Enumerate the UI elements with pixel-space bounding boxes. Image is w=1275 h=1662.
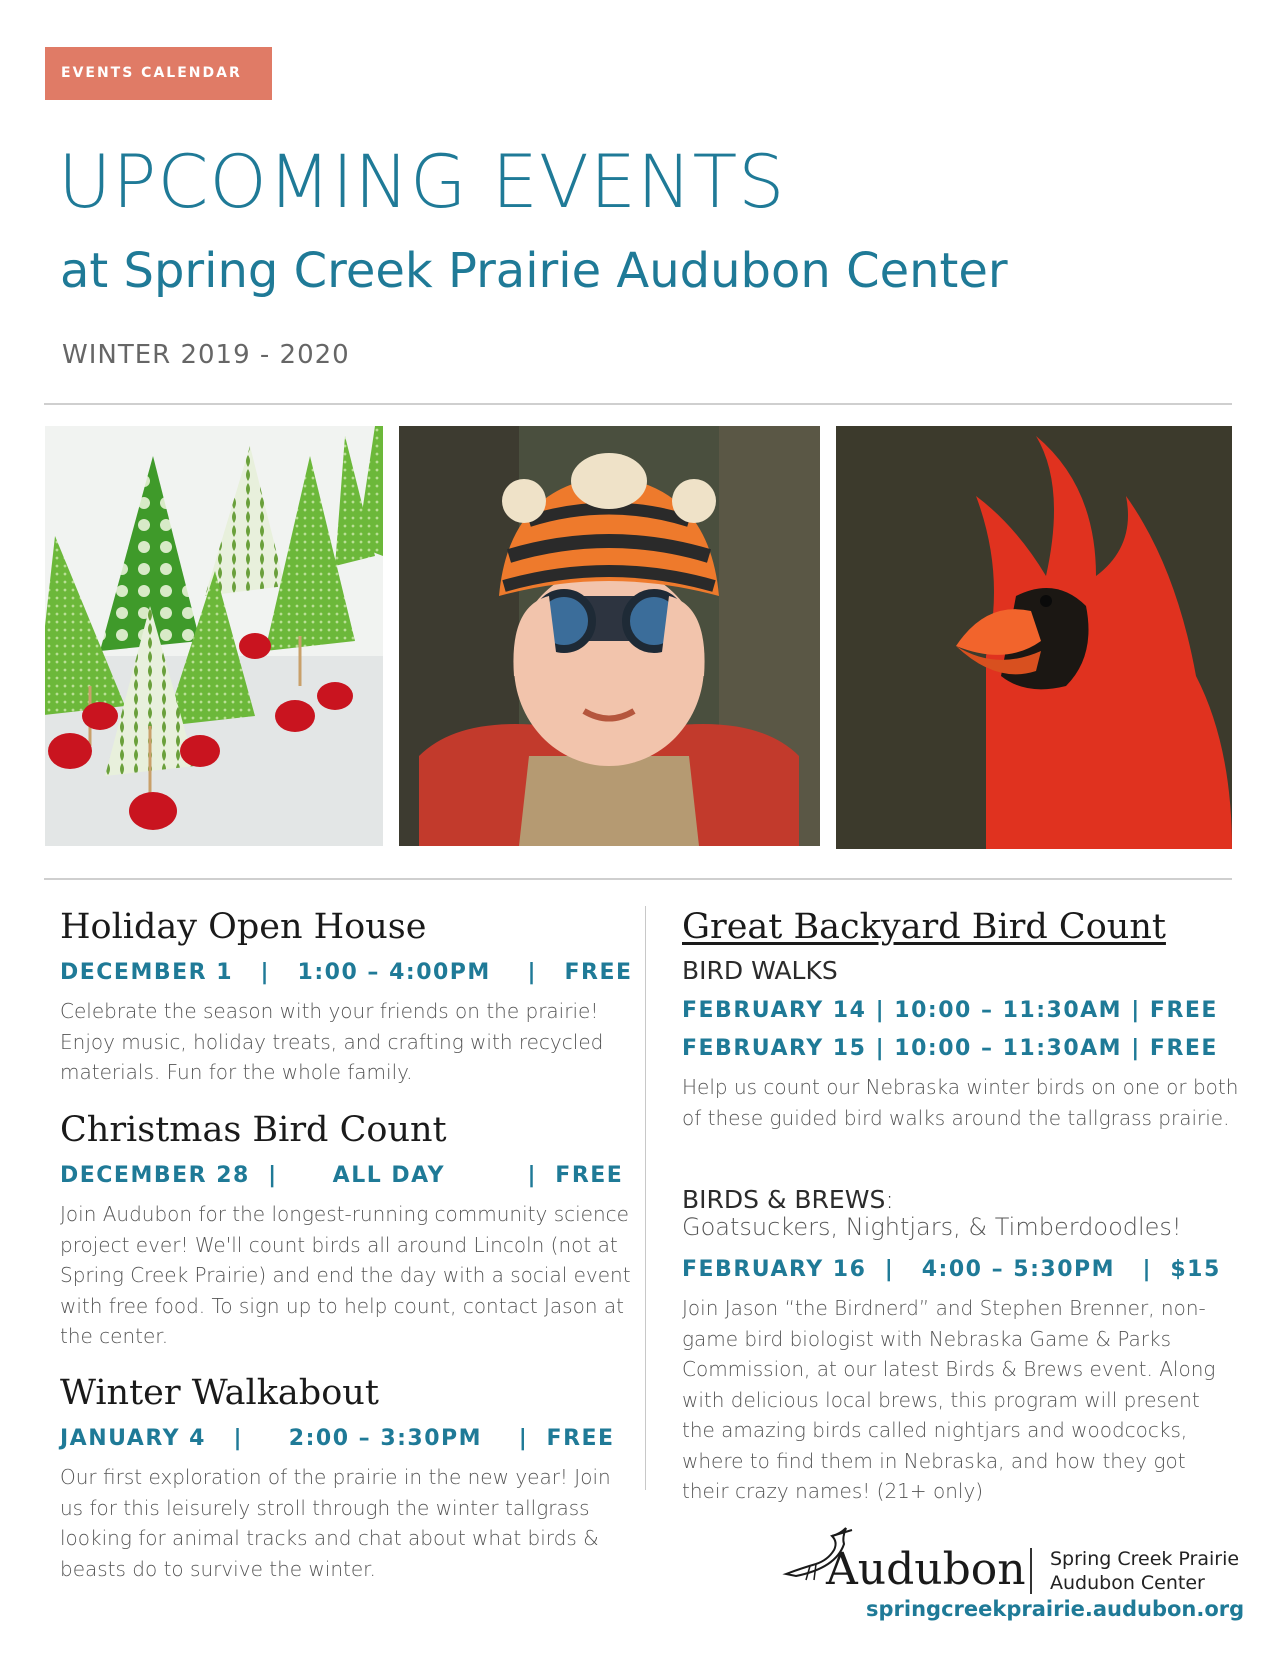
event-meta-winter-walkabout: JANUARY 4 | 2:00 – 3:30PM | FREE	[60, 1426, 615, 1451]
birds-and-brews-description: Join Jason “the Birdnerd” and Stephen Brenner, non-game bird biologist with Nebraska Game & Parks Commission, at our latest Birds & Brews event. Along with delicious local brews, this program will present the amazing birds called nightjars and woodcocks, where to find them in Nebraska, and how they got their crazy names! (21+ only)	[682, 1296, 1216, 1503]
event-title-winter-walkabout: Winter Walkabout	[60, 1373, 379, 1413]
center-name-line-1: Spring Creek Prairie	[1050, 1548, 1240, 1570]
event-title-great-backyard-bird-count: Great Backyard Bird Count	[682, 907, 1166, 947]
bird-walks-description: Help us count our Nebraska winter birds on one or both of these guided bird walks around the tallgrass prairie.	[682, 1075, 1239, 1130]
bird-walk-date-2: FEBRUARY 15 | 10:00 – 11:30AM | FREE	[682, 1036, 1218, 1061]
birds-and-brews-colon: :	[885, 1185, 894, 1214]
photos-bottom-divider	[44, 878, 1232, 880]
event-description-holiday-open-house: Celebrate the season with your friends on the prairie! Enjoy music, holiday treats, and crafting with recycled materials. Fun for the whole family.	[60, 999, 604, 1084]
page-title: UPCOMING EVENTS	[58, 140, 786, 225]
column-divider	[645, 906, 646, 1490]
northern-cardinal-photo	[836, 426, 1232, 849]
top-divider	[44, 403, 1232, 405]
bird-walk-date-1: FEBRUARY 14 | 10:00 – 11:30AM | FREE	[682, 998, 1218, 1023]
page-subtitle: at Spring Creek Prairie Audubon Center	[60, 243, 1008, 299]
birds-and-brews-label: BIRDS & BREWS	[682, 1185, 886, 1214]
audubon-logo-wordmark: Audubon	[826, 1544, 1026, 1595]
events-calendar-tag: EVENTS CALENDAR	[45, 47, 272, 100]
paper-christmas-trees-photo	[45, 426, 383, 846]
event-title-holiday-open-house: Holiday Open House	[60, 907, 427, 947]
center-name-line-2: Audubon Center	[1050, 1572, 1205, 1594]
event-meta-christmas-bird-count: DECEMBER 28 | ALL DAY | FREE	[60, 1163, 624, 1188]
child-with-binoculars-photo	[399, 426, 820, 846]
logo-separator	[1030, 1548, 1032, 1594]
event-description-winter-walkabout: Our first exploration of the prairie in the new year! Join us for this leisurely stroll through the winter tallgrass looking for animal tracks and chat about what birds & beasts do to survive the winter.	[60, 1465, 611, 1581]
birds-and-brews-meta: FEBRUARY 16 | 4:00 – 5:30PM | $15	[682, 1257, 1221, 1282]
center-name	[1050, 1547, 1239, 1595]
event-meta-holiday-open-house: DECEMBER 1 | 1:00 – 4:00PM | FREE	[60, 960, 633, 985]
birds-and-brews-subtitle: Goatsuckers, Nightjars, & Timberdoodles!	[682, 1213, 1182, 1241]
bird-walks-heading: BIRD WALKS	[682, 956, 838, 985]
season-label: WINTER 2019 - 2020	[62, 340, 350, 370]
event-description-christmas-bird-count: Join Audubon for the longest-running community science project ever! We'll count birds all around Lincoln (not at Spring Creek Prairie) and end the day with a social event with free food. To sign up to help count, contact Jason at the center.	[60, 1202, 631, 1348]
event-title-christmas-bird-count: Christmas Bird Count	[60, 1110, 447, 1150]
website-link[interactable]: springcreekprairie.audubon.org	[866, 1597, 1245, 1621]
birds-and-brews-heading	[682, 1185, 894, 1214]
